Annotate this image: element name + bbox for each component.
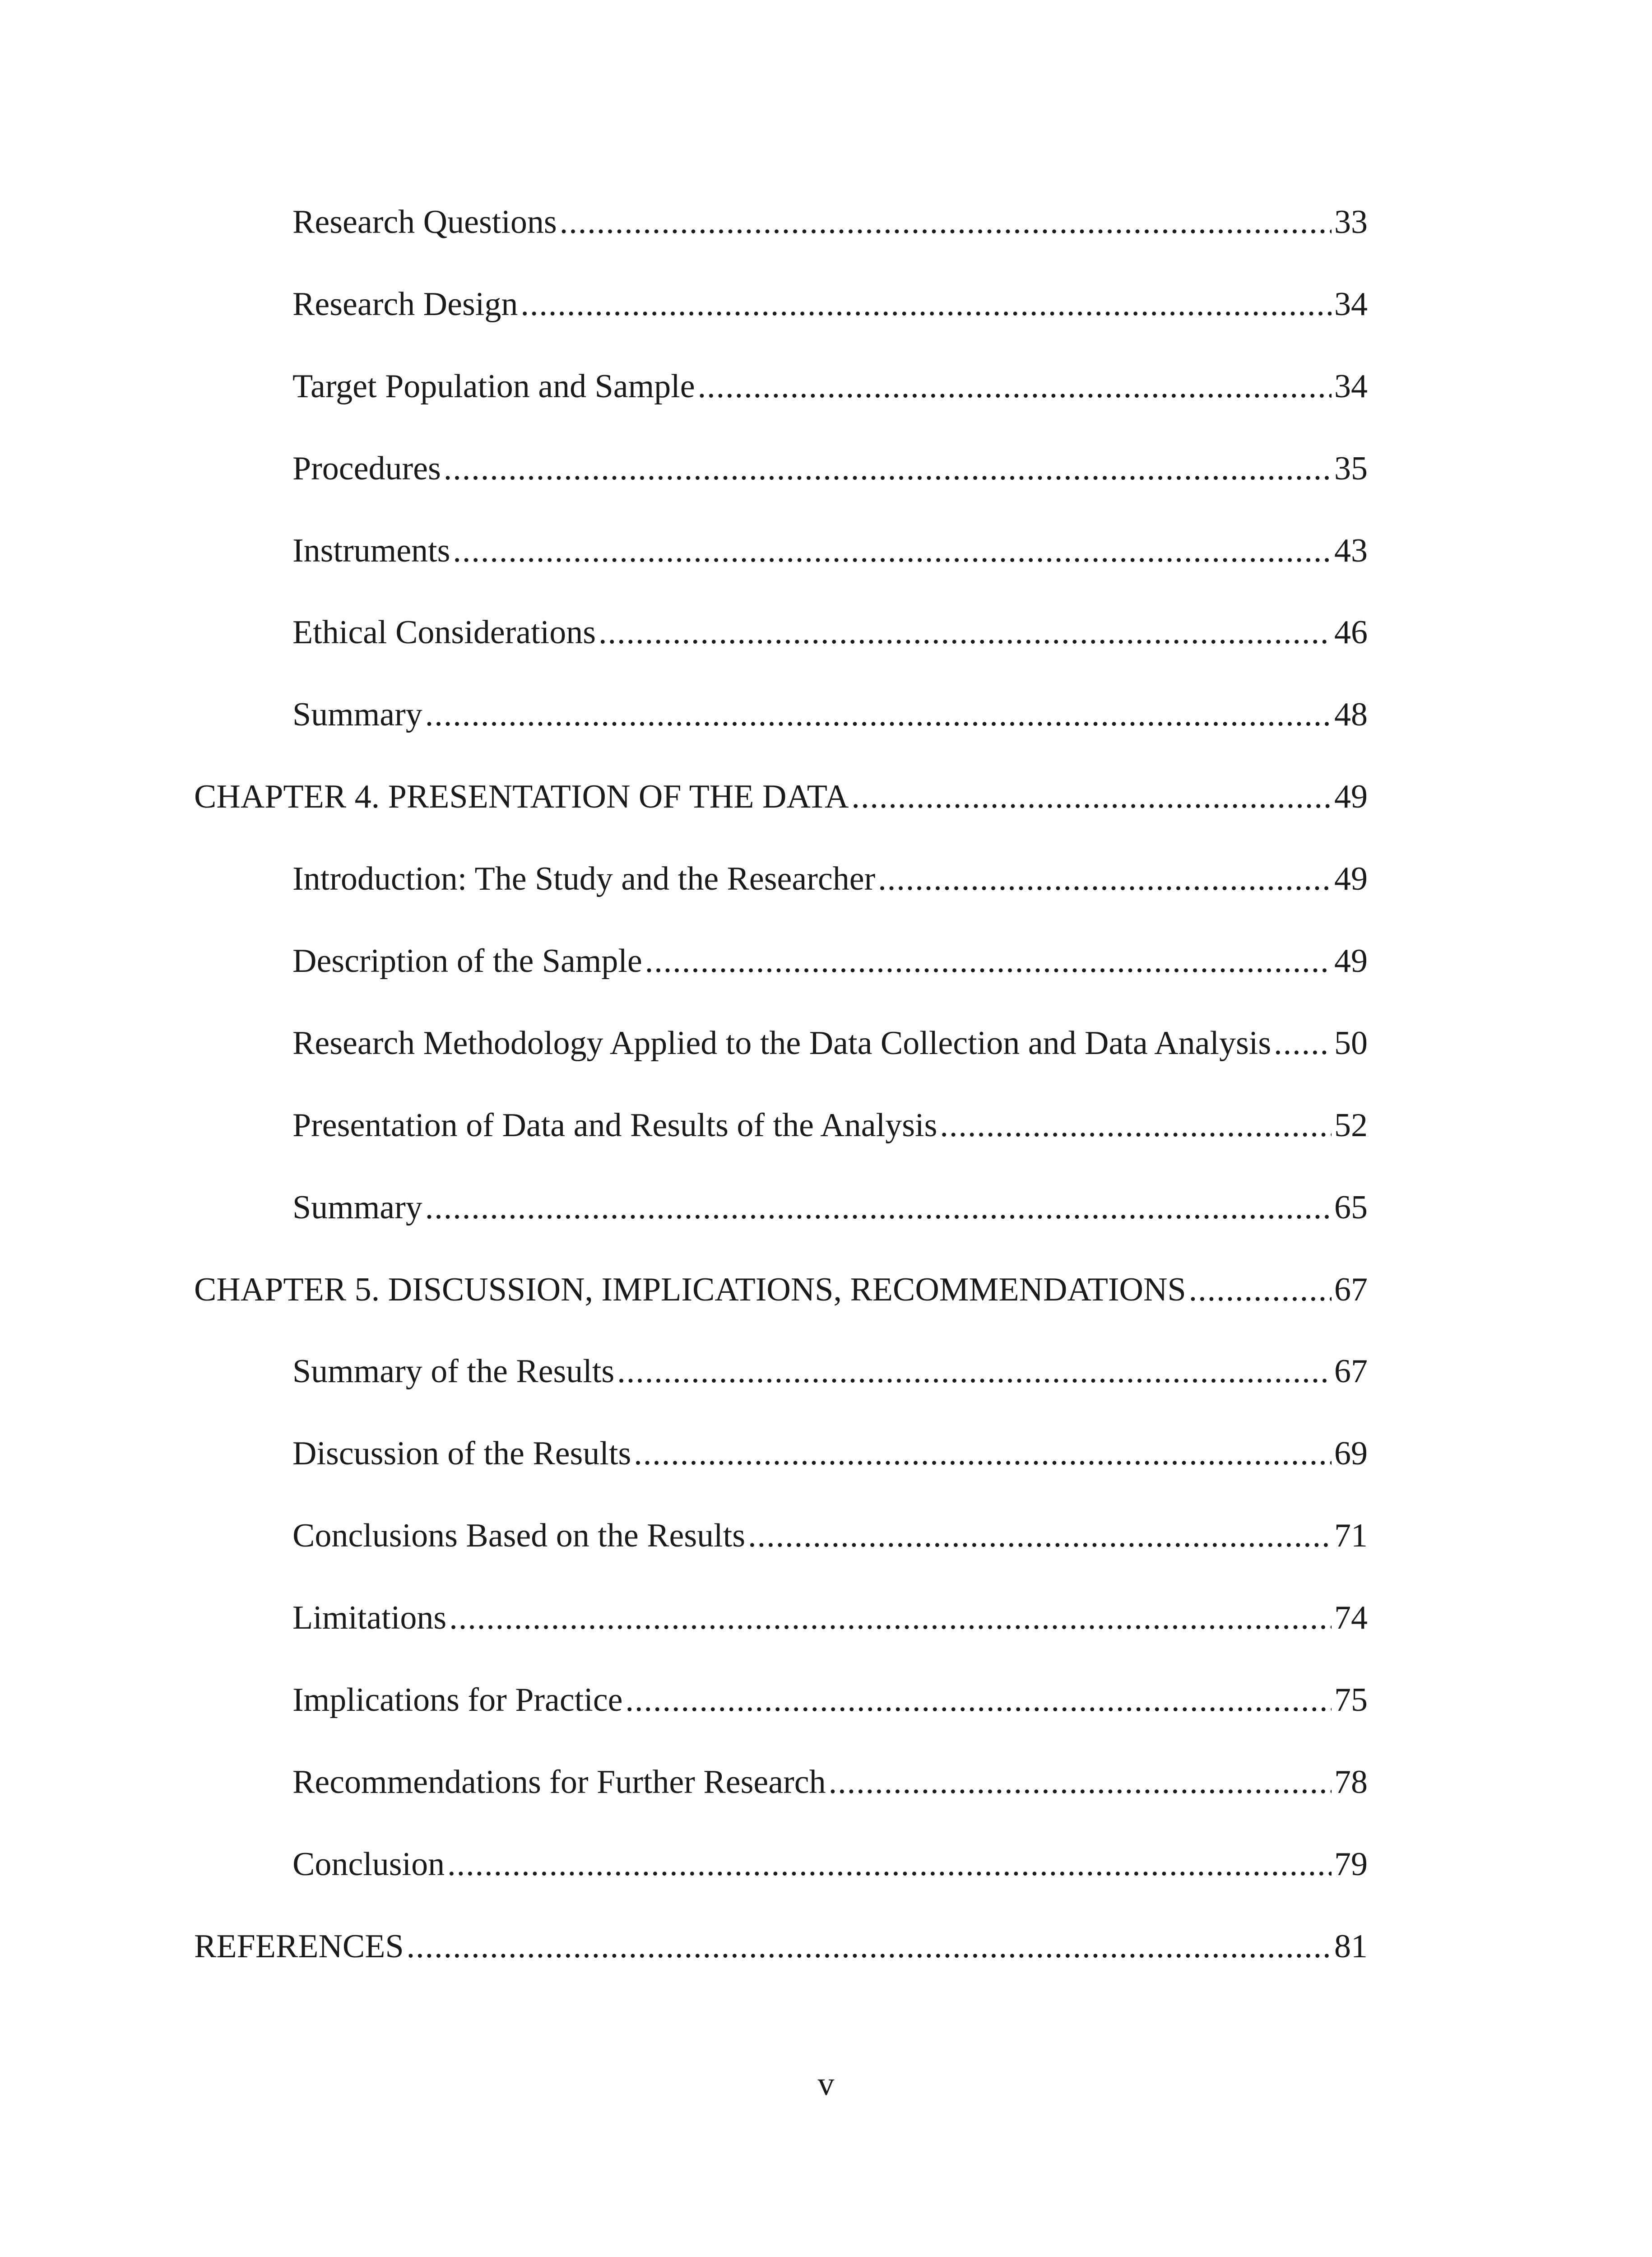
- toc-entry-title: Research Design: [292, 285, 518, 323]
- toc-section-entry: [194, 1519, 1368, 1601]
- toc-dot-leader: [698, 370, 1332, 403]
- toc-dot-leader: [425, 1191, 1332, 1224]
- toc-entry-page-number: 52: [1334, 1106, 1368, 1144]
- toc-dot-leader: [617, 1355, 1332, 1388]
- toc-entry-title: Presentation of Data and Results of the Analysis: [292, 1106, 937, 1144]
- toc-entry-title: Recommendations for Further Research: [292, 1763, 826, 1801]
- toc-section-entry: [194, 452, 1368, 534]
- toc-entry-title: Implications for Practice: [292, 1681, 623, 1719]
- toc-entry-title: Ethical Considerations: [292, 614, 596, 651]
- toc-entry-page-number: 69: [1334, 1435, 1368, 1472]
- toc-entry-page-number: 46: [1334, 614, 1368, 651]
- toc-section-entry: [194, 1026, 1368, 1109]
- toc-section-entry: [194, 1765, 1368, 1848]
- toc-dot-leader: [940, 1109, 1332, 1142]
- toc-entry-title: Discussion of the Results: [292, 1435, 631, 1472]
- toc-section-entry: [194, 1437, 1368, 1519]
- toc-entry-title: CHAPTER 5. DISCUSSION, IMPLICATIONS, RECOMMENDATIONS: [194, 1271, 1186, 1308]
- toc-section-entry: [194, 616, 1368, 698]
- toc-entry-page-number: 78: [1334, 1763, 1368, 1801]
- toc-dot-leader: [407, 1930, 1332, 1963]
- page-number: v: [817, 2066, 835, 2103]
- toc-entry-page-number: 71: [1334, 1517, 1368, 1555]
- toc-dot-leader: [599, 616, 1332, 649]
- toc-dot-leader: [626, 1683, 1332, 1717]
- toc-entry-page-number: 48: [1334, 696, 1368, 734]
- toc-entry-page-number: 74: [1334, 1599, 1368, 1637]
- toc-section-entry: [194, 862, 1368, 944]
- toc-dot-leader: [520, 288, 1332, 321]
- toc-dot-leader: [851, 780, 1332, 813]
- toc-entry-title: Conclusion: [292, 1845, 445, 1883]
- toc-entry-page-number: 33: [1334, 204, 1368, 241]
- toc-dot-leader: [449, 1601, 1332, 1635]
- toc-section-entry: [194, 205, 1368, 288]
- toc-dot-leader: [444, 452, 1332, 485]
- toc-dot-leader: [453, 534, 1332, 567]
- toc-section-entry: [194, 698, 1368, 780]
- toc-entry-page-number: 34: [1334, 285, 1368, 323]
- toc-dot-leader: [1189, 1273, 1332, 1306]
- toc-entry-title: Conclusions Based on the Results: [292, 1517, 746, 1555]
- toc-entry-page-number: 49: [1334, 778, 1368, 816]
- toc-section-entry: [194, 1601, 1368, 1683]
- toc-dot-leader: [425, 698, 1332, 731]
- toc-entry-page-number: 81: [1334, 1927, 1368, 1965]
- toc-dot-leader: [645, 944, 1332, 978]
- toc-section-entry: [194, 944, 1368, 1026]
- toc-entry-page-number: 49: [1334, 860, 1368, 898]
- toc-entry-page-number: 67: [1334, 1271, 1368, 1308]
- toc-entry-page-number: 79: [1334, 1845, 1368, 1883]
- toc-dot-leader: [748, 1519, 1332, 1552]
- toc-entry-title: Summary of the Results: [292, 1353, 615, 1390]
- toc-dot-leader: [1274, 1026, 1332, 1060]
- toc-dot-leader: [447, 1848, 1332, 1881]
- toc-entry-page-number: 34: [1334, 367, 1368, 405]
- toc-section-entry: [194, 1191, 1368, 1273]
- toc-entry-title: Summary: [292, 696, 422, 734]
- toc-entry-page-number: 35: [1334, 450, 1368, 487]
- toc-entry-title: Description of the Sample: [292, 943, 642, 980]
- toc-section-entry: [194, 285, 1368, 370]
- toc-entry-title: Summary: [292, 1189, 422, 1226]
- toc-entry-page-number: 50: [1334, 1024, 1368, 1062]
- toc-section-entry: [194, 1106, 1368, 1191]
- toc-section-entry: [194, 534, 1368, 616]
- toc-entry-title: Procedures: [292, 450, 441, 487]
- toc-dot-leader: [634, 1437, 1332, 1470]
- toc-dot-leader: [829, 1765, 1332, 1799]
- table-of-contents: [194, 205, 1368, 2012]
- toc-entry-page-number: 75: [1334, 1681, 1368, 1719]
- toc-section-entry: [194, 1355, 1368, 1437]
- toc-entry-page-number: 43: [1334, 532, 1368, 569]
- toc-entry-title: CHAPTER 4. PRESENTATION OF THE DATA: [194, 778, 849, 816]
- toc-entry-title: Limitations: [292, 1599, 447, 1637]
- toc-entry-title: Introduction: The Study and the Researcher: [292, 860, 876, 898]
- toc-dot-leader: [878, 862, 1332, 896]
- toc-section-entry: [194, 367, 1368, 452]
- toc-entry-title: Instruments: [292, 532, 450, 569]
- toc-entry-page-number: 65: [1334, 1189, 1368, 1226]
- toc-section-entry: [194, 1845, 1368, 1930]
- toc-entry-title: Research Questions: [292, 204, 557, 241]
- toc-entry-page-number: 67: [1334, 1353, 1368, 1390]
- toc-entry-page-number: 49: [1334, 943, 1368, 980]
- toc-chapter-entry: [194, 780, 1368, 862]
- toc-dot-leader: [560, 205, 1332, 239]
- toc-chapter-entry: [194, 1273, 1368, 1355]
- toc-chapter-entry: [194, 1927, 1368, 2012]
- toc-entry-title: Target Population and Sample: [292, 367, 695, 405]
- toc-entry-title: REFERENCES: [194, 1927, 404, 1965]
- toc-entry-title: Research Methodology Applied to the Data Collection and Data Analysis: [292, 1024, 1271, 1062]
- toc-section-entry: [194, 1683, 1368, 1765]
